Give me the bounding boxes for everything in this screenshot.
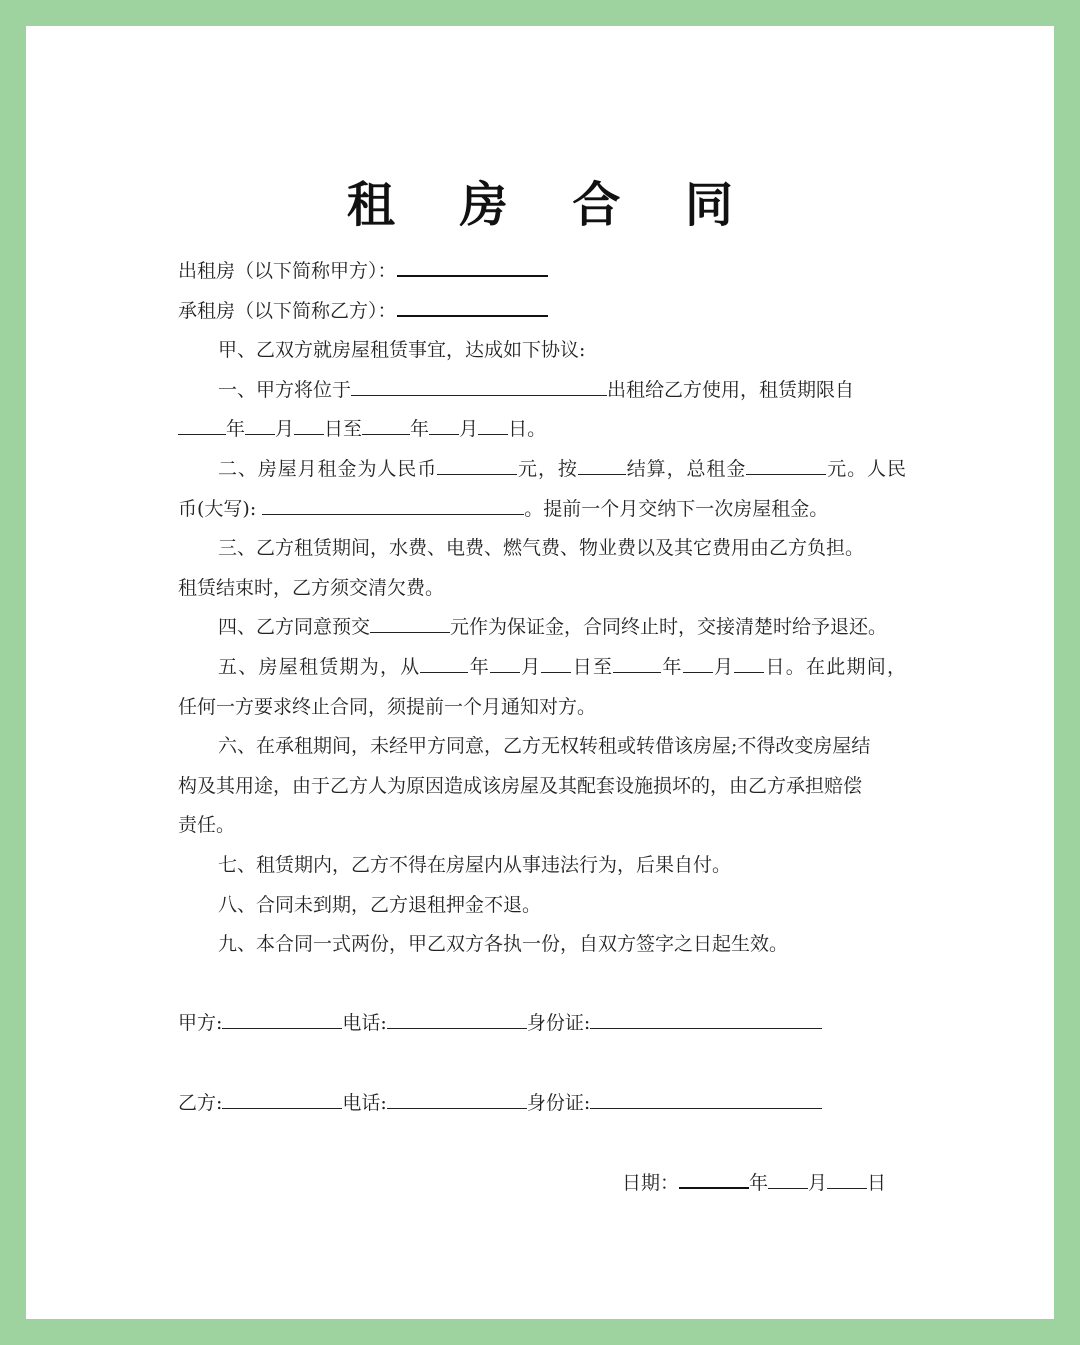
contract-body bbox=[178, 252, 906, 965]
party-b-id-label: 身份证: bbox=[526, 1092, 591, 1114]
clause-6-line-1: 六、在承租期间，未经甲方同意，乙方无权转租或转借该房屋;不得改变房屋结 bbox=[218, 735, 871, 758]
date-day-label: 日 bbox=[867, 1172, 887, 1194]
party-a-line bbox=[178, 252, 906, 292]
party-a-id-label: 身份证: bbox=[526, 1012, 591, 1034]
day-end-label: 日。在此期间， bbox=[764, 655, 906, 678]
lease-start-day-blank[interactable] bbox=[541, 658, 571, 673]
day-to-label: 日至 bbox=[571, 655, 614, 678]
clause-1-line-2 bbox=[178, 410, 906, 450]
clause-2-text-b: 元，按 bbox=[517, 457, 578, 480]
clause-1-line-1 bbox=[178, 371, 906, 411]
date-day-blank[interactable] bbox=[827, 1174, 867, 1189]
party-b-id-blank[interactable] bbox=[590, 1094, 822, 1109]
end-year-blank[interactable] bbox=[362, 420, 410, 435]
party-a-id-blank[interactable] bbox=[590, 1014, 822, 1029]
amount-in-words-blank[interactable] bbox=[262, 500, 524, 515]
start-day-blank[interactable] bbox=[294, 420, 324, 435]
end-day-blank[interactable] bbox=[478, 420, 508, 435]
party-b-sign-blank[interactable] bbox=[222, 1094, 342, 1109]
party-a-phone-label: 电话: bbox=[342, 1012, 387, 1034]
clause-1-text-a: 一、甲方将位于 bbox=[218, 378, 352, 401]
start-year-blank[interactable] bbox=[178, 420, 226, 435]
month-label: 月 bbox=[275, 418, 295, 441]
date-row bbox=[622, 1168, 886, 1195]
party-a-label: 出租房（以下简称甲方）： bbox=[178, 260, 397, 282]
start-month-blank[interactable] bbox=[245, 420, 275, 435]
clause-7: 七、租赁期内，乙方不得在房屋内从事违法行为，后果自付。 bbox=[218, 853, 732, 876]
month-label: 月 bbox=[712, 655, 735, 678]
party-b-sign-label: 乙方: bbox=[178, 1092, 223, 1114]
clause-2-line-1 bbox=[178, 450, 906, 490]
party-b-blank[interactable] bbox=[397, 301, 548, 317]
intro: 甲、乙双方就房屋租赁事宜，达成如下协议: bbox=[218, 339, 586, 362]
clause-9: 九、本合同一式两份，甲乙双方各执一份，自双方签字之日起生效。 bbox=[218, 933, 789, 956]
party-b-signature-row bbox=[178, 1088, 822, 1115]
party-a-sign-label: 甲方: bbox=[178, 1012, 223, 1034]
end-month-blank[interactable] bbox=[429, 420, 459, 435]
clause-2-text-f: 。提前一个月交纳下一次房屋租金。 bbox=[524, 497, 829, 520]
day-end-label: 日。 bbox=[508, 418, 547, 441]
date-month-label: 月 bbox=[808, 1172, 828, 1194]
year-label: 年 bbox=[410, 418, 430, 441]
month-label: 月 bbox=[459, 418, 479, 441]
lease-end-day-blank[interactable] bbox=[734, 658, 764, 673]
year-label: 年 bbox=[226, 418, 246, 441]
day-to-label: 日至 bbox=[324, 418, 363, 441]
clause-5-line-2: 任何一方要求终止合同，须提前一个月通知对方。 bbox=[178, 695, 597, 718]
contract-title: 租 房 合 同 bbox=[346, 177, 758, 233]
date-year-label: 年 bbox=[749, 1172, 769, 1194]
clause-8: 八、合同未到期，乙方退租押金不退。 bbox=[218, 893, 542, 916]
lease-start-month-blank[interactable] bbox=[490, 658, 520, 673]
lease-start-year-blank[interactable] bbox=[420, 658, 468, 673]
clause-4-text-a: 四、乙方同意预交 bbox=[218, 616, 371, 639]
address-blank[interactable] bbox=[351, 381, 607, 396]
clause-2-text-c: 结算，总租金 bbox=[625, 457, 747, 480]
lease-end-month-blank[interactable] bbox=[683, 658, 713, 673]
date-month-blank[interactable] bbox=[768, 1174, 808, 1189]
clause-2-line-2 bbox=[178, 490, 906, 530]
party-b-line bbox=[178, 292, 906, 332]
clause-2-text-e: 币(大写): bbox=[178, 497, 257, 520]
lease-end-year-blank[interactable] bbox=[613, 658, 661, 673]
party-a-phone-blank[interactable] bbox=[387, 1014, 527, 1029]
clause-2-text-a: 二、房屋月租金为人民币 bbox=[218, 457, 438, 480]
party-a-sign-blank[interactable] bbox=[222, 1014, 342, 1029]
clause-5-text-a: 五、房屋租赁期为，从 bbox=[218, 655, 421, 678]
total-rent-blank[interactable] bbox=[746, 460, 826, 475]
clause-4-text-b: 元作为保证金，合同终止时，交接清楚时给予退还。 bbox=[450, 616, 888, 639]
clause-6-line-3: 责任。 bbox=[178, 814, 236, 837]
settlement-blank[interactable] bbox=[578, 460, 626, 475]
clause-2-text-d: 元。人民 bbox=[826, 457, 906, 480]
party-a-signature-row bbox=[178, 1008, 822, 1035]
party-a-blank[interactable] bbox=[397, 261, 548, 277]
clause-6-line-2: 构及其用途，由于乙方人为原因造成该房屋及其配套设施损坏的，由乙方承担赔偿 bbox=[178, 774, 863, 797]
monthly-rent-blank[interactable] bbox=[437, 460, 517, 475]
date-label: 日期： bbox=[622, 1172, 680, 1194]
clause-1-text-b: 出租给乙方使用，租赁期限自 bbox=[607, 378, 855, 401]
clause-3-line-2: 租赁结束时，乙方须交清欠费。 bbox=[178, 576, 445, 599]
year-label: 年 bbox=[661, 655, 683, 678]
date-year-blank[interactable] bbox=[679, 1173, 749, 1189]
year-label: 年 bbox=[468, 655, 490, 678]
contract-sheet bbox=[26, 26, 1054, 1319]
clause-3-line-1: 三、乙方租赁期间，水费、电费、燃气费、物业费以及其它费用由乙方负担。 bbox=[218, 537, 865, 560]
party-b-phone-blank[interactable] bbox=[387, 1094, 527, 1109]
clause-5-line-1 bbox=[178, 648, 906, 688]
party-b-label: 承租房（以下简称乙方）： bbox=[178, 299, 397, 322]
clause-4 bbox=[178, 608, 906, 648]
party-b-phone-label: 电话: bbox=[342, 1092, 387, 1114]
month-label: 月 bbox=[519, 655, 542, 678]
deposit-blank[interactable] bbox=[370, 618, 450, 633]
